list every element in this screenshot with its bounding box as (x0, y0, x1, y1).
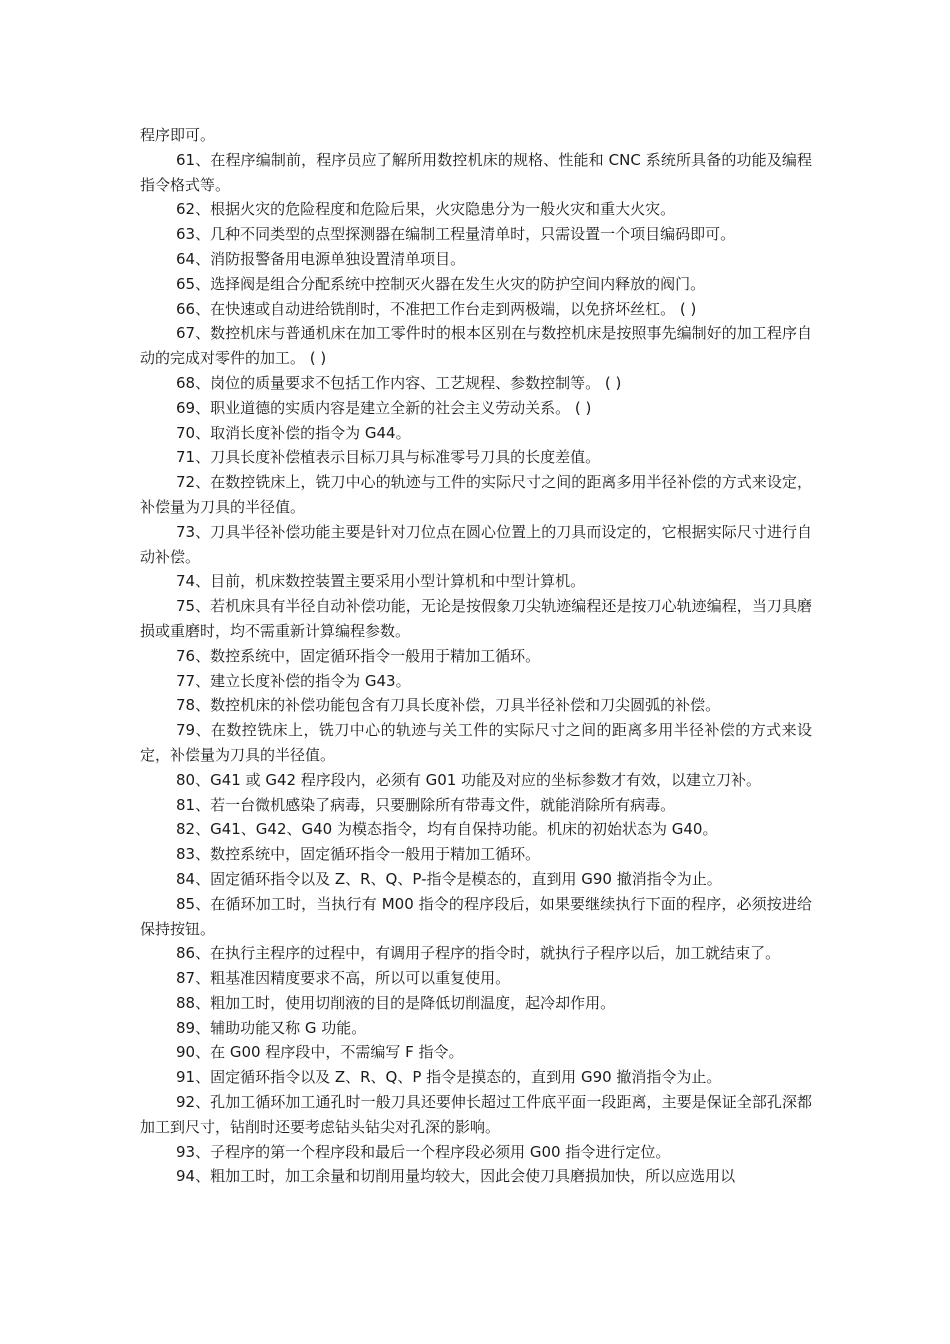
question-item: 88、粗加工时，使用切削液的目的是降低切削温度，起冷却作用。 (176, 993, 616, 1012)
document-body (140, 123, 812, 1189)
question-item: 72、在数控铣床上，铣刀中心的轨迹与工件的实际尺寸之间的距离多用半径补偿的方式来设定，补偿量为刀具的半径值。 (140, 473, 812, 516)
question-item: 67、数控机床与普通机床在加工零件时的根本区别在与数控机床是按照事先编制好的加工程序自动的完成对零件的加工。 ( ) (140, 324, 812, 368)
question-item: 75、若机床具有半径自动补偿功能，无论是按假象刀尖轨迹编程还是按刀心轨迹编程，当刀具磨损或重磨时，均不需重新计算编程参数。 (140, 597, 812, 640)
question-item: 93、子程序的第一个程序段和最后一个程序段必须用 G00 指令进行定位。 (176, 1142, 671, 1161)
question-item: 63、几种不同类型的点型探测器在编制工程量清单时，只需设置一个项目编码即可。 (176, 225, 736, 244)
question-item: 62、根据火灾的危险程度和危险后果，火灾隐患分为一般火灾和重大火灾。 (176, 200, 676, 219)
question-item: 79、在数控铣床上，铣刀中心的轨迹与关工件的实际尺寸之间的距离多用半径补偿的方式来设定，补偿量为刀具的半径值。 (140, 721, 812, 764)
question-item: 66、在快速或自动进给铣削时，不准把工作台走到两极端，以免挤坏丝杠。 ( ) (176, 299, 697, 318)
question-item: 74、目前，机床数控装置主要采用小型计算机和中型计算机。 (176, 572, 586, 591)
question-item: 84、固定循环指令以及 Z、R、Q、P-指令是模态的，直到用 G90 撤消指令为止。 (176, 869, 722, 888)
question-item: 73、刀具半径补偿功能主要是针对刀位点在圆心位置上的刀具而设定的，它根据实际尺寸进行自动补偿。 (140, 522, 812, 566)
question-item: 71、刀具长度补偿植表示目标刀具与标准零号刀具的长度差值。 (176, 448, 601, 467)
question-item: 78、数控机床的补偿功能包含有刀具长度补偿，刀具半径补偿和刀尖圆弧的补偿。 (176, 696, 721, 715)
question-item: 82、G41、G42、G40 为模态指令，均有自保持功能。机床的初始状态为 G40。 (176, 820, 718, 839)
question-item: 65、选择阀是组合分配系统中控制灭火器在发生火灾的防护空间内释放的阀门。 (176, 274, 706, 293)
question-item: 83、数控系统中，固定循环指令一般用于精加工循环。 (176, 845, 541, 864)
question-item: 64、消防报警备用电源单独设置清单项目。 (176, 249, 466, 268)
question-item: 86、在执行主程序的过程中，有调用子程序的指令时，就执行子程序以后，加工就结束了。 (176, 944, 781, 963)
question-item: 80、G41 或 G42 程序段内，必须有 G01 功能及对应的坐标参数才有效，以建立刀补。 (176, 770, 762, 789)
question-item: 85、在循环加工时，当执行有 M00 指令的程序段后，如果要继续执行下面的程序，必须按进给保持按钮。 (140, 894, 812, 938)
question-item: 87、粗基准因精度要求不高，所以可以重复使用。 (176, 969, 511, 988)
question-item: 70、取消长度补偿的指令为 G44。 (176, 423, 411, 442)
question-item: 91、固定循环指令以及 Z、R、Q、P 指令是摸态的，直到用 G90 撤消指令为止。 (176, 1068, 722, 1087)
question-item: 81、若一台微机感染了病毒，只要删除所有带毒文件，就能消除所有病毒。 (176, 795, 676, 814)
continued-text-line: 程序即可。 (140, 126, 216, 144)
question-item: 69、职业道德的实质内容是建立全新的社会主义劳动关系。 ( ) (176, 398, 592, 417)
question-item: 89、辅助功能又称 G 功能。 (176, 1018, 367, 1037)
question-item: 94、粗加工时，加工余量和切削用量均较大，因此会使刀具磨损加快，所以应选用以 (176, 1167, 736, 1186)
question-item: 68、岗位的质量要求不包括工作内容、工艺规程、参数控制等。 ( ) (176, 373, 622, 392)
question-item: 76、数控系统中，固定循环指令一般用于精加工循环。 (176, 646, 541, 665)
question-item: 77、建立长度补偿的指令为 G43。 (176, 671, 411, 690)
question-item: 92、孔加工循环加工通孔时一般刀具还要伸长超过工件底平面一段距离，主要是保证全部孔深都加工到尺寸，钻削时还要考虑钻头钻尖对孔深的影响。 (140, 1093, 812, 1136)
question-item: 90、在 G00 程序段中，不需编写 F 指令。 (176, 1043, 464, 1062)
question-item: 61、在程序编制前，程序员应了解所用数控机床的规格、性能和 CNC 系统所具备的功能及编程指令格式等。 (140, 150, 812, 194)
